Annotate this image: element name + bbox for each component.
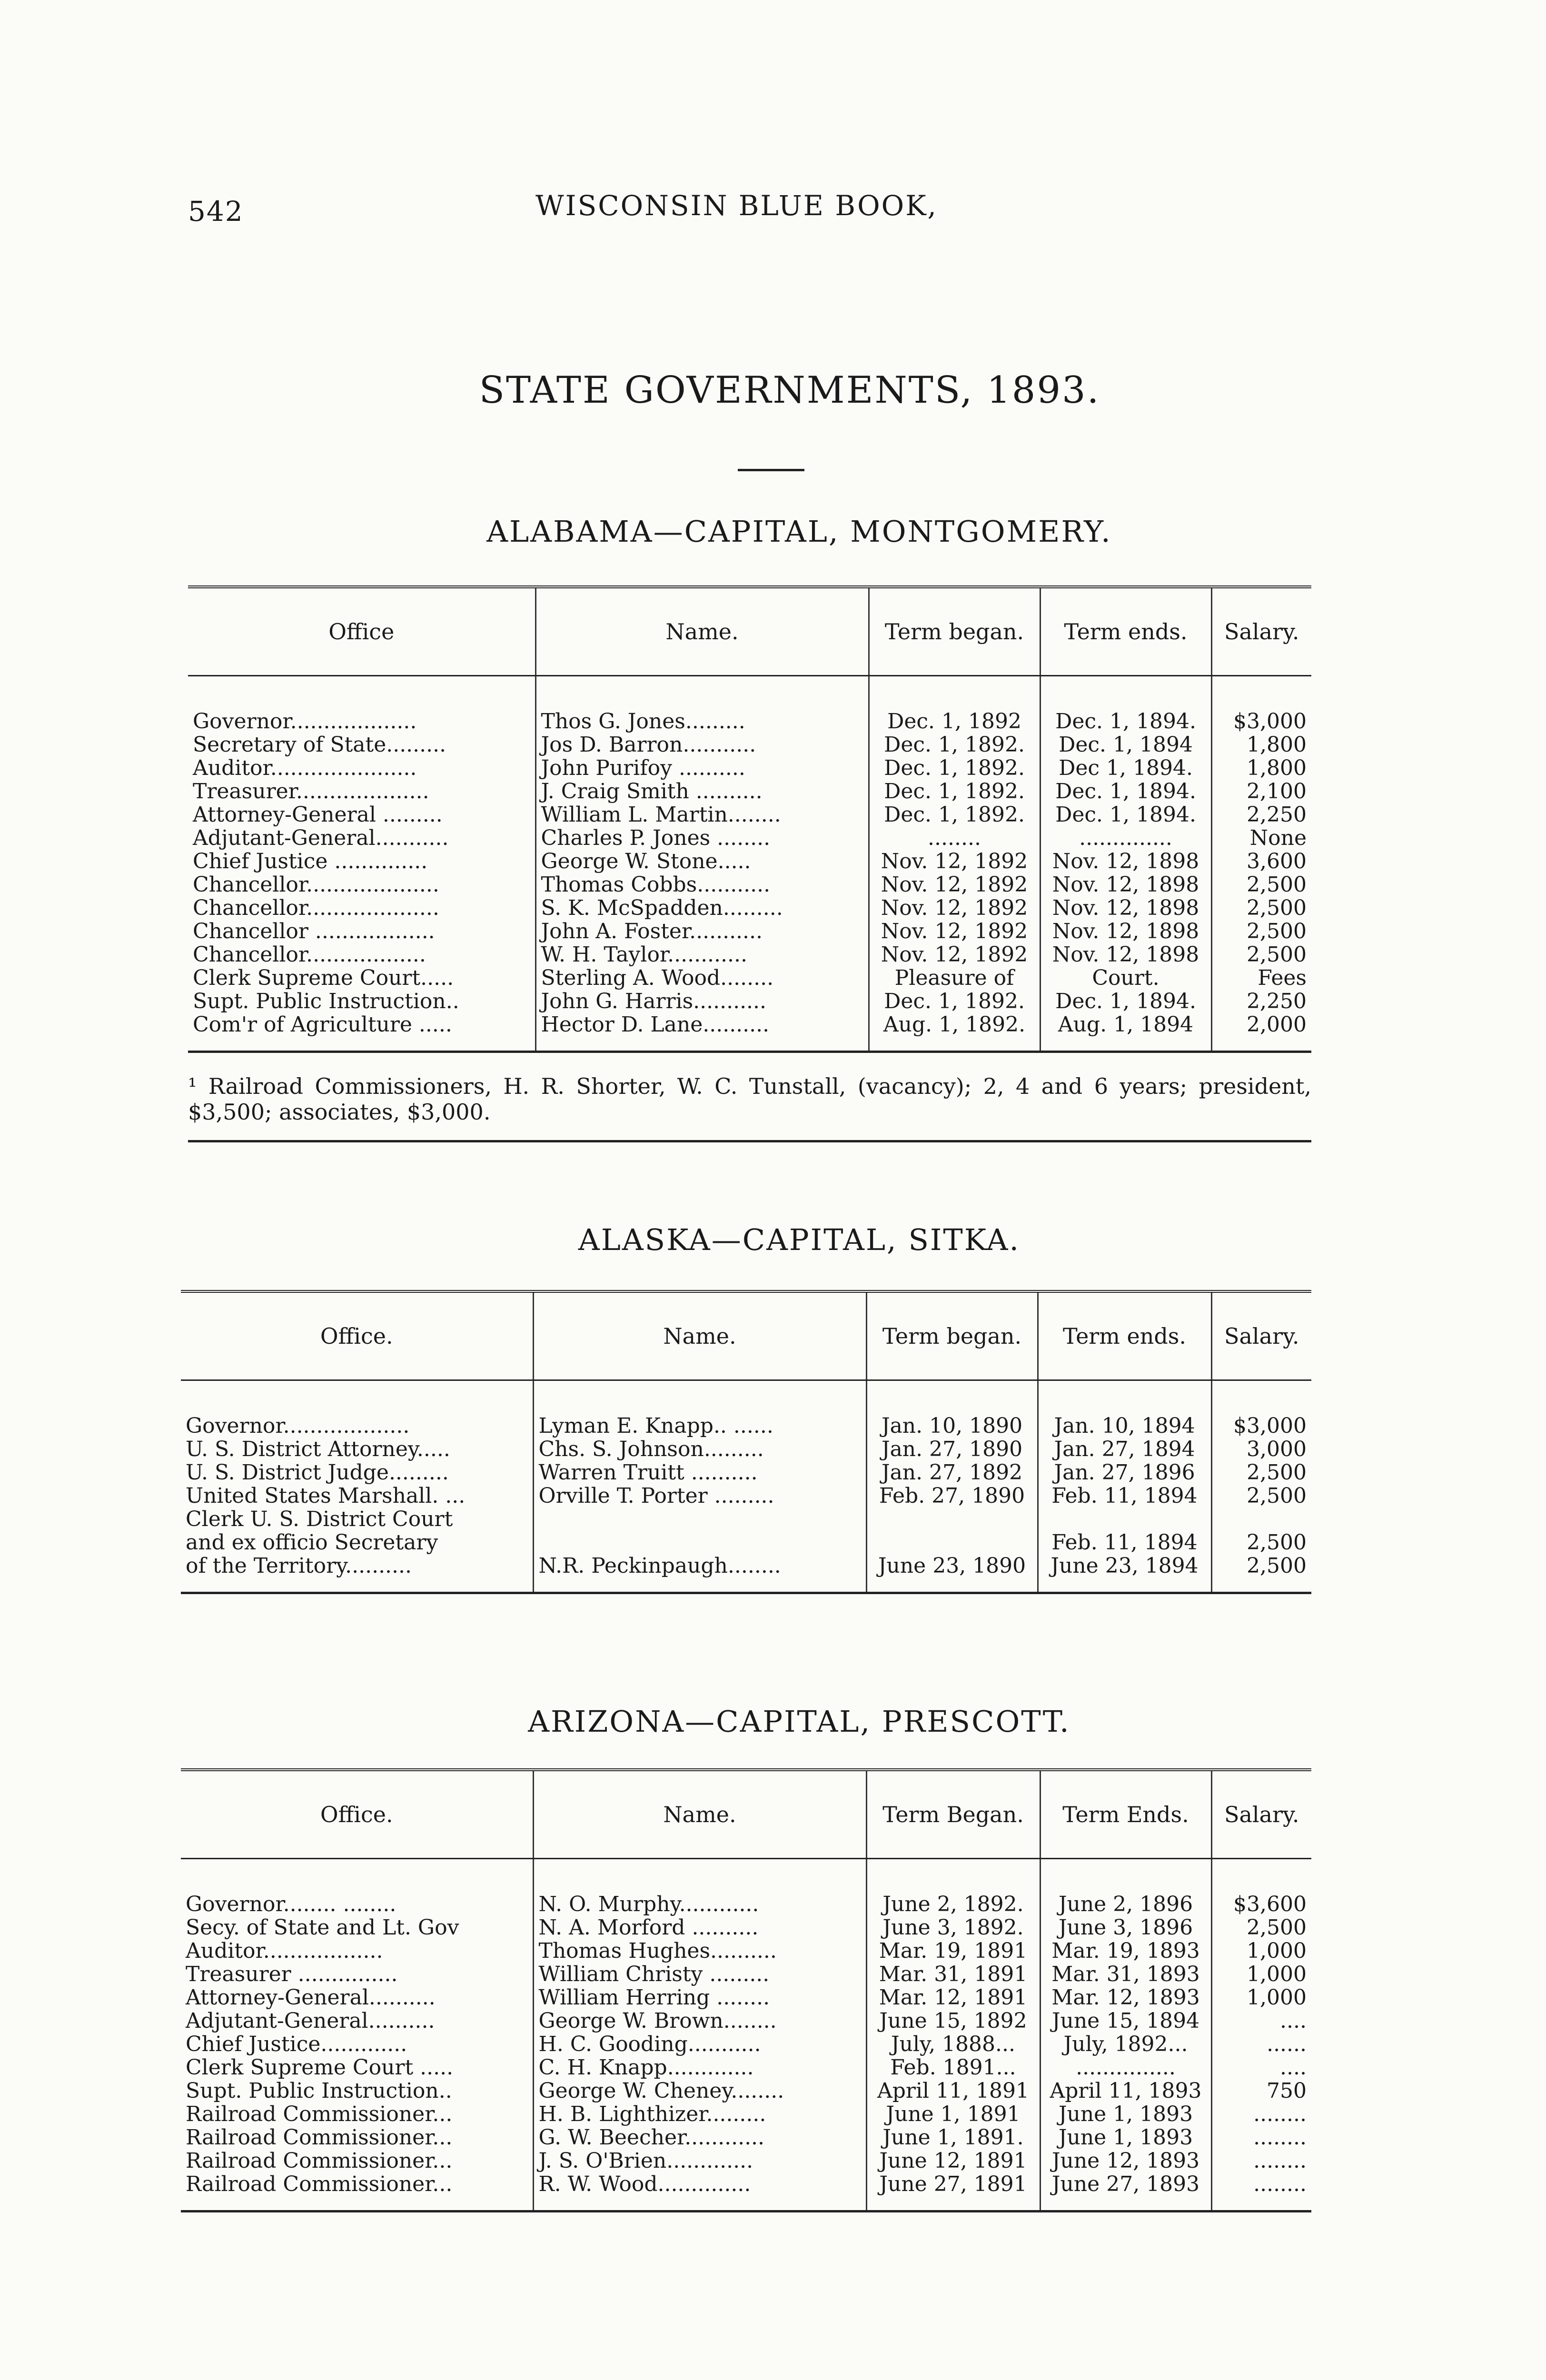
arizona-col-term-began: Term Began. <box>866 1770 1040 1859</box>
arizona-heading: ARIZONA—CAPITAL, PRESCOTT. <box>528 1704 1070 1739</box>
table-row <box>181 2033 1311 2056</box>
cell-term-ends: Mar. 19, 1893 <box>1040 1939 1211 1963</box>
cell-salary: $3,000 <box>1211 1380 1311 1438</box>
cell-salary: 2,500 <box>1211 873 1311 896</box>
alaska-table <box>181 1290 1311 1599</box>
table-row <box>181 1916 1311 1939</box>
cell-office: Auditor...................... <box>193 756 417 780</box>
alaska-col-office: Office. <box>181 1291 533 1380</box>
cell-salary: $3,600 <box>1211 1859 1311 1916</box>
cell-salary: 2,500 <box>1211 1554 1311 1593</box>
arizona-table <box>181 1768 1311 2217</box>
alabama-col-term-began: Term began. <box>869 587 1040 676</box>
cell-name: Lyman E. Knapp.. ...... <box>533 1380 866 1438</box>
cell-salary: 2,500 <box>1211 896 1311 920</box>
table-row <box>181 1554 1311 1593</box>
cell-term-ends: Nov. 12, 1898 <box>1040 943 1211 966</box>
cell-office: Secretary of State......... <box>193 733 446 756</box>
cell-term-began: Nov. 12, 1892 <box>869 873 1040 896</box>
cell-term-ends: Feb. 11, 1894 <box>1038 1484 1211 1507</box>
cell-office: Railroad Commissioner... <box>186 2172 453 2196</box>
alabama-body <box>188 676 1311 1052</box>
alabama-col-salary: Salary. <box>1211 587 1311 676</box>
cell-term-began: Dec. 1, 1892 <box>869 676 1040 734</box>
cell-salary: ........ <box>1211 2126 1311 2149</box>
arizona-bottom-rule <box>181 2211 1311 2218</box>
cell-term-ends: Nov. 12, 1898 <box>1040 873 1211 896</box>
cell-term-began: Nov. 12, 1892 <box>869 920 1040 943</box>
table-row <box>181 1531 1311 1554</box>
cell-office: Secy. of State and Lt. Gov <box>186 1916 459 1939</box>
arizona-col-office: Office. <box>181 1770 533 1859</box>
cell-name <box>533 1531 866 1554</box>
table-row <box>181 1438 1311 1461</box>
cell-office: United States Marshall. ... <box>186 1484 466 1507</box>
alabama-bottom-rule <box>188 1052 1311 1058</box>
cell-salary: 1,000 <box>1211 1939 1311 1963</box>
cell-name: Jos D. Barron........... <box>535 733 869 756</box>
alabama-table <box>188 585 1311 1058</box>
cell-term-began <box>866 1531 1038 1554</box>
cell-salary: 1,000 <box>1211 1986 1311 2009</box>
cell-name: Warren Truitt .......... <box>533 1461 866 1484</box>
cell-office: Chief Justice .............. <box>193 850 428 873</box>
alabama-footnote: ¹ Railroad Commissioners, H. R. Shorter, W. C. Tunstall, (vacancy); 2, 4 and 6 years; president, $3,500; associates, $3,000. <box>188 1073 1311 1125</box>
arizona-col-salary: Salary. <box>1211 1770 1311 1859</box>
table-row <box>181 2009 1311 2033</box>
arizona-header-row <box>181 1770 1311 1859</box>
cell-office: Chancellor.................... <box>193 873 439 896</box>
cell-name: William L. Martin........ <box>535 803 869 826</box>
table-row <box>181 2102 1311 2126</box>
cell-salary: 2,500 <box>1211 1484 1311 1507</box>
cell-office: Auditor.................. <box>186 1939 383 1963</box>
table-row <box>181 1939 1311 1963</box>
cell-term-ends: Nov. 12, 1898 <box>1040 850 1211 873</box>
alabama-header-row <box>188 587 1311 676</box>
table-row <box>188 943 1311 966</box>
table-row <box>181 1963 1311 1986</box>
cell-term-began: Dec. 1, 1892. <box>869 733 1040 756</box>
cell-term-ends: .............. <box>1040 826 1211 850</box>
cell-term-began <box>866 1507 1038 1531</box>
cell-salary: 2,100 <box>1211 780 1311 803</box>
cell-term-ends: Jan. 27, 1894 <box>1038 1438 1211 1461</box>
cell-term-ends: April 11, 1893 <box>1040 2079 1211 2102</box>
cell-salary: Fees <box>1211 966 1311 990</box>
cell-term-began: Mar. 31, 1891 <box>866 1963 1040 1986</box>
cell-term-began: Nov. 12, 1892 <box>869 896 1040 920</box>
cell-name: Charles P. Jones ........ <box>535 826 869 850</box>
cell-name: N. O. Murphy............ <box>533 1859 866 1916</box>
page-title: STATE GOVERNMENTS, 1893. <box>479 369 1100 412</box>
cell-term-ends: Dec. 1, 1894. <box>1040 676 1211 734</box>
cell-term-ends: Jan. 10, 1894 <box>1038 1380 1211 1438</box>
cell-term-began: April 11, 1891 <box>866 2079 1040 2102</box>
cell-term-began: Jan. 10, 1890 <box>866 1380 1038 1438</box>
cell-salary: 2,500 <box>1211 1916 1311 1939</box>
cell-term-began: Nov. 12, 1892 <box>869 943 1040 966</box>
table-row <box>188 920 1311 943</box>
cell-term-began: Mar. 19, 1891 <box>866 1939 1040 1963</box>
cell-salary: 2,250 <box>1211 990 1311 1013</box>
cell-office: of the Territory.......... <box>186 1554 412 1578</box>
cell-term-began: Jan. 27, 1892 <box>866 1461 1038 1484</box>
cell-term-ends: Jan. 27, 1896 <box>1038 1461 1211 1484</box>
cell-name: Sterling A. Wood........ <box>535 966 869 990</box>
cell-office: U. S. District Attorney..... <box>186 1438 450 1461</box>
table-row <box>188 990 1311 1013</box>
cell-office: Railroad Commissioner... <box>186 2126 453 2149</box>
cell-salary: 3,600 <box>1211 850 1311 873</box>
cell-term-began: June 2, 1892. <box>866 1859 1040 1916</box>
cell-name: J. Craig Smith .......... <box>535 780 869 803</box>
alaska-header-row <box>181 1291 1311 1380</box>
cell-term-began: Dec. 1, 1892. <box>869 756 1040 780</box>
cell-name: George W. Cheney........ <box>533 2079 866 2102</box>
cell-term-began: Aug. 1, 1892. <box>869 1013 1040 1052</box>
cell-salary: 2,500 <box>1211 943 1311 966</box>
cell-term-began: Feb. 1891... <box>866 2056 1040 2079</box>
alaska-col-name: Name. <box>533 1291 866 1380</box>
cell-term-ends: Dec. 1, 1894. <box>1040 780 1211 803</box>
cell-office: Treasurer.................... <box>193 780 429 803</box>
table-row <box>188 733 1311 756</box>
cell-office: Governor................... <box>186 1414 410 1438</box>
alabama-col-name: Name. <box>535 587 869 676</box>
alabama-col-term-ends: Term ends. <box>1040 587 1211 676</box>
table-row <box>188 780 1311 803</box>
cell-term-ends: ............... <box>1040 2056 1211 2079</box>
cell-term-ends: Dec. 1, 1894 <box>1040 733 1211 756</box>
table-row <box>181 1507 1311 1531</box>
cell-term-ends: June 2, 1896 <box>1040 1859 1211 1916</box>
cell-name: George W. Stone..... <box>535 850 869 873</box>
cell-office: Adjutant-General........... <box>193 826 449 850</box>
cell-salary: None <box>1211 826 1311 850</box>
cell-term-began: June 27, 1891 <box>866 2172 1040 2211</box>
cell-term-began: Feb. 27, 1890 <box>866 1484 1038 1507</box>
cell-salary: 2,500 <box>1211 1531 1311 1554</box>
cell-term-ends: June 23, 1894 <box>1038 1554 1211 1593</box>
table-row <box>181 1859 1311 1916</box>
title-divider <box>738 469 804 471</box>
cell-salary: ........ <box>1211 2149 1311 2172</box>
table-row <box>181 2079 1311 2102</box>
table-row <box>181 2149 1311 2172</box>
cell-salary: 2,250 <box>1211 803 1311 826</box>
cell-name: H. B. Lighthizer......... <box>533 2102 866 2126</box>
table-row <box>188 826 1311 850</box>
cell-name: Hector D. Lane.......... <box>535 1013 869 1052</box>
table-row <box>188 1013 1311 1052</box>
table-row <box>181 1461 1311 1484</box>
cell-name: Orville T. Porter ......... <box>533 1484 866 1507</box>
cell-term-began: June 3, 1892. <box>866 1916 1040 1939</box>
alaska-heading: ALASKA—CAPITAL, SITKA. <box>578 1222 1021 1257</box>
cell-term-ends: Dec. 1, 1894. <box>1040 990 1211 1013</box>
table-row <box>188 966 1311 990</box>
cell-salary: ........ <box>1211 2102 1311 2126</box>
arizona-col-name: Name. <box>533 1770 866 1859</box>
cell-term-ends: Dec. 1, 1894. <box>1040 803 1211 826</box>
cell-name: William Christy ......... <box>533 1963 866 1986</box>
cell-term-began: Pleasure of <box>869 966 1040 990</box>
cell-term-ends: Feb. 11, 1894 <box>1038 1531 1211 1554</box>
cell-term-began: Dec. 1, 1892. <box>869 990 1040 1013</box>
alabama-col-office: Office <box>188 587 535 676</box>
cell-salary: .... <box>1211 2056 1311 2079</box>
cell-office: Chief Justice............. <box>186 2033 407 2056</box>
arizona-body <box>181 1859 1311 2211</box>
cell-term-ends: Nov. 12, 1898 <box>1040 920 1211 943</box>
cell-term-ends: Aug. 1, 1894 <box>1040 1013 1211 1052</box>
cell-office: Governor........ ........ <box>186 1892 396 1916</box>
cell-name: John Purifoy .......... <box>535 756 869 780</box>
cell-term-ends <box>1038 1507 1211 1531</box>
table-row <box>188 873 1311 896</box>
alabama-heading: ALABAMA—CAPITAL, MONTGOMERY. <box>486 514 1112 549</box>
table-row <box>188 676 1311 734</box>
table-row <box>181 1380 1311 1438</box>
cell-term-ends: June 15, 1894 <box>1040 2009 1211 2033</box>
cell-salary: 1,000 <box>1211 1963 1311 1986</box>
cell-name: George W. Brown........ <box>533 2009 866 2033</box>
cell-term-ends: June 1, 1893 <box>1040 2126 1211 2149</box>
cell-term-began: June 15, 1892 <box>866 2009 1040 2033</box>
cell-office: and ex officio Secretary <box>186 1531 438 1554</box>
arizona-col-term-ends: Term Ends. <box>1040 1770 1211 1859</box>
table-row <box>181 1986 1311 2009</box>
cell-office: U. S. District Judge......... <box>186 1461 449 1484</box>
cell-salary: ...... <box>1211 2033 1311 2056</box>
cell-name: Thos G. Jones......... <box>535 676 869 734</box>
cell-name: R. W. Wood.............. <box>533 2172 866 2211</box>
cell-term-ends: Dec 1, 1894. <box>1040 756 1211 780</box>
table-row <box>181 2056 1311 2079</box>
cell-office: Chancellor.................. <box>193 943 426 966</box>
page-number: 542 <box>188 195 244 228</box>
cell-term-began: June 1, 1891. <box>866 2126 1040 2149</box>
cell-term-ends: June 1, 1893 <box>1040 2102 1211 2126</box>
cell-name: John A. Foster........... <box>535 920 869 943</box>
alaska-col-salary: Salary. <box>1211 1291 1311 1380</box>
cell-term-began: June 1, 1891 <box>866 2102 1040 2126</box>
cell-term-ends: Court. <box>1040 966 1211 990</box>
cell-name: Thomas Hughes.......... <box>533 1939 866 1963</box>
alaska-body <box>181 1380 1311 1593</box>
cell-name: N. A. Morford .......... <box>533 1916 866 1939</box>
table-row <box>188 896 1311 920</box>
cell-office: Adjutant-General.......... <box>186 2009 435 2033</box>
cell-term-ends: June 3, 1896 <box>1040 1916 1211 1939</box>
cell-term-ends: Nov. 12, 1898 <box>1040 896 1211 920</box>
cell-salary: .... <box>1211 2009 1311 2033</box>
cell-term-began: Nov. 12, 1892 <box>869 850 1040 873</box>
cell-salary: 1,800 <box>1211 733 1311 756</box>
table-row <box>188 850 1311 873</box>
cell-term-began: Dec. 1, 1892. <box>869 780 1040 803</box>
cell-salary: 1,800 <box>1211 756 1311 780</box>
table-row <box>181 2172 1311 2211</box>
cell-term-began: Mar. 12, 1891 <box>866 1986 1040 2009</box>
cell-name: N.R. Peckinpaugh........ <box>533 1554 866 1593</box>
cell-name: J. S. O'Brien............. <box>533 2149 866 2172</box>
cell-term-began: June 12, 1891 <box>866 2149 1040 2172</box>
alaska-bottom-rule <box>181 1593 1311 1599</box>
cell-term-began: Jan. 27, 1890 <box>866 1438 1038 1461</box>
running-title: WISCONSIN BLUE BOOK, <box>535 189 938 222</box>
cell-name: John G. Harris........... <box>535 990 869 1013</box>
cell-office: Chancellor.................... <box>193 896 439 920</box>
table-row <box>188 803 1311 826</box>
cell-salary: 2,500 <box>1211 920 1311 943</box>
cell-term-began: July, 1888... <box>866 2033 1040 2056</box>
cell-office: Clerk Supreme Court ..... <box>186 2056 454 2079</box>
cell-term-ends: June 12, 1893 <box>1040 2149 1211 2172</box>
cell-office: Attorney-General.......... <box>186 1986 436 2009</box>
cell-salary: ........ <box>1211 2172 1311 2211</box>
cell-term-ends: Mar. 31, 1893 <box>1040 1963 1211 1986</box>
cell-office: Treasurer ............... <box>186 1963 398 1986</box>
cell-salary: 2,500 <box>1211 1461 1311 1484</box>
footnote-rule <box>188 1140 1311 1142</box>
cell-name: H. C. Gooding........... <box>533 2033 866 2056</box>
cell-office: Clerk Supreme Court..... <box>193 966 454 990</box>
alaska-col-term-ends: Term ends. <box>1038 1291 1211 1380</box>
cell-term-ends: Mar. 12, 1893 <box>1040 1986 1211 2009</box>
cell-name: Thomas Cobbs........... <box>535 873 869 896</box>
cell-name: William Herring ........ <box>533 1986 866 2009</box>
cell-salary <box>1211 1507 1311 1531</box>
table-row <box>181 1484 1311 1507</box>
cell-salary: 2,000 <box>1211 1013 1311 1052</box>
table-row <box>181 2126 1311 2149</box>
cell-salary: 3,000 <box>1211 1438 1311 1461</box>
cell-name: S. K. McSpadden......... <box>535 896 869 920</box>
cell-office: Governor................... <box>193 709 417 733</box>
cell-office: Supt. Public Instruction.. <box>186 2079 452 2102</box>
cell-office: Railroad Commissioner... <box>186 2102 453 2126</box>
cell-term-began: ........ <box>869 826 1040 850</box>
table-row <box>188 756 1311 780</box>
cell-name: W. H. Taylor............ <box>535 943 869 966</box>
cell-office: Clerk U. S. District Court <box>186 1507 453 1531</box>
cell-office: Com'r of Agriculture ..... <box>193 1013 452 1037</box>
cell-term-began: June 23, 1890 <box>866 1554 1038 1593</box>
cell-name <box>533 1507 866 1531</box>
cell-name: C. H. Knapp............. <box>533 2056 866 2079</box>
cell-term-began: Dec. 1, 1892. <box>869 803 1040 826</box>
alaska-col-term-began: Term began. <box>866 1291 1038 1380</box>
cell-name: Chs. S. Johnson......... <box>533 1438 866 1461</box>
cell-office: Attorney-General ......... <box>193 803 443 826</box>
cell-term-ends: July, 1892... <box>1040 2033 1211 2056</box>
cell-office: Supt. Public Instruction.. <box>193 990 459 1013</box>
cell-salary: 750 <box>1211 2079 1311 2102</box>
cell-term-ends: June 27, 1893 <box>1040 2172 1211 2211</box>
cell-name: G. W. Beecher............ <box>533 2126 866 2149</box>
cell-office: Chancellor .................. <box>193 920 435 943</box>
cell-salary: $3,000 <box>1211 676 1311 734</box>
cell-office: Railroad Commissioner... <box>186 2149 453 2172</box>
